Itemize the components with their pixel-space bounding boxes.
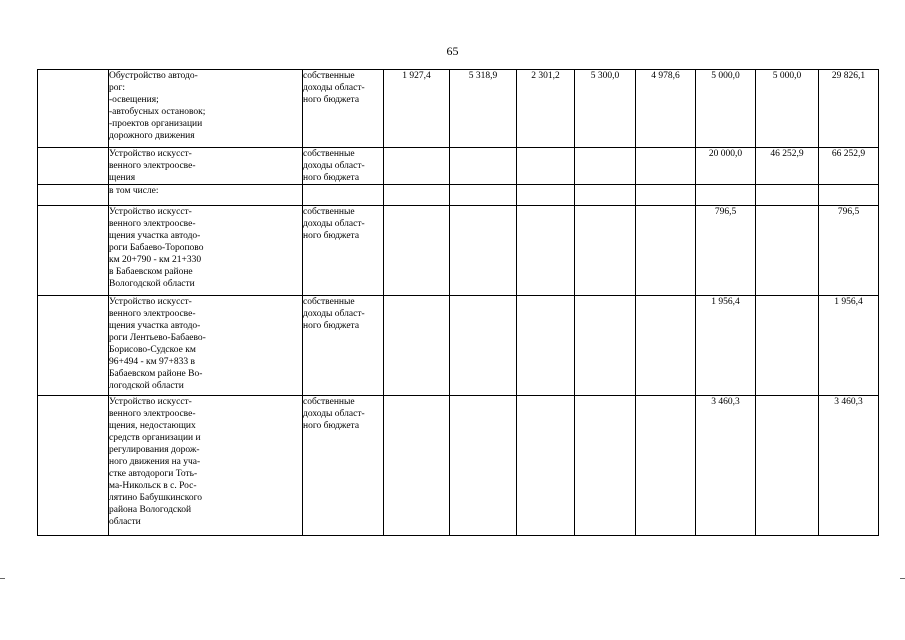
- funding-source-line: доходы област-: [303, 219, 365, 229]
- year-value-cell: [696, 185, 756, 206]
- item-name-line: 96+494 - км 97+833 в: [109, 357, 195, 367]
- item-name-line: щения: [109, 173, 136, 183]
- funding-source-cell: [303, 185, 384, 206]
- item-name-line: щения участка автодо-: [109, 321, 201, 331]
- total-value-cell: 66 252,9: [819, 148, 879, 185]
- budget-table: [37, 69, 879, 536]
- item-name-cell: [109, 206, 303, 296]
- item-name-line: в Бабаевском районе: [109, 267, 193, 277]
- funding-source-line: собственные: [303, 149, 355, 159]
- item-name-line: -освещения;: [109, 95, 159, 105]
- item-name-line: района Вологодской: [109, 505, 192, 515]
- funding-source-line: ного бюджета: [303, 321, 360, 331]
- funding-source-cell: [303, 70, 384, 148]
- year-value-cell: [575, 148, 636, 185]
- row-number-cell: [38, 148, 109, 185]
- item-name-line: -автобусных остановок;: [109, 107, 206, 117]
- year-value-cell: [575, 185, 636, 206]
- year-value-cell: [517, 206, 575, 296]
- year-value-cell: [450, 206, 517, 296]
- table-row: [38, 396, 879, 536]
- funding-source-line: ного бюджета: [303, 173, 360, 183]
- funding-source-cell: [303, 206, 384, 296]
- item-name-cell: [109, 396, 303, 536]
- funding-source-line: собственные: [303, 71, 355, 81]
- item-name-line: в том числе:: [109, 186, 159, 196]
- item-name-cell: [109, 70, 303, 148]
- item-name-line: венного электроосве-: [109, 161, 196, 171]
- year-value-cell: [636, 185, 696, 206]
- year-value-cell: [450, 185, 517, 206]
- year-value-cell: [575, 396, 636, 536]
- year-value-cell: 46 252,9: [756, 148, 819, 185]
- funding-source-line: ного бюджета: [303, 231, 360, 241]
- funding-source-line: собственные: [303, 397, 355, 407]
- funding-source-line: собственные: [303, 297, 355, 307]
- year-value-cell: [575, 206, 636, 296]
- item-name-cell: [109, 185, 303, 206]
- year-value-cell: [636, 206, 696, 296]
- total-value-cell: 3 460,3: [819, 396, 879, 536]
- year-value-cell: [384, 296, 450, 396]
- item-name-line: рог:: [109, 83, 126, 93]
- year-value-cell: [384, 148, 450, 185]
- right-edge-mark: [900, 578, 905, 579]
- year-value-cell: 20 000,0: [696, 148, 756, 185]
- item-name-line: Бабаевском районе Во-: [109, 369, 203, 379]
- year-value-cell: [384, 396, 450, 536]
- row-number-cell: [38, 396, 109, 536]
- year-value-cell: [517, 296, 575, 396]
- total-value-cell: [819, 185, 879, 206]
- item-name-line: Устройство искусст-: [109, 149, 192, 159]
- row-number-cell: [38, 70, 109, 148]
- item-name-line: дорожного движения: [109, 131, 195, 141]
- year-value-cell: 5 000,0: [696, 70, 756, 148]
- item-name-line: км 20+790 - км 21+330: [109, 255, 202, 265]
- item-name-line: лятино Бабушкинского: [109, 493, 203, 503]
- year-value-cell: 796,5: [696, 206, 756, 296]
- year-value-cell: [575, 296, 636, 396]
- year-value-cell: [636, 148, 696, 185]
- item-name-line: ного движения на уча-: [109, 457, 201, 467]
- table-row: [38, 206, 879, 296]
- item-name-line: ма-Никольск в с. Рос-: [109, 481, 197, 491]
- item-name-line: венного электроосве-: [109, 409, 196, 419]
- year-value-cell: [636, 396, 696, 536]
- item-name-line: Устройство искусст-: [109, 207, 192, 217]
- year-value-cell: 5 000,0: [756, 70, 819, 148]
- year-value-cell: 2 301,2: [517, 70, 575, 148]
- funding-source-line: доходы област-: [303, 83, 365, 93]
- funding-source-line: ного бюджета: [303, 421, 360, 431]
- funding-source-line: доходы област-: [303, 309, 365, 319]
- total-value-cell: 29 826,1: [819, 70, 879, 148]
- table-row: [38, 148, 879, 185]
- item-name-line: области: [109, 517, 141, 527]
- year-value-cell: [756, 296, 819, 396]
- year-value-cell: [756, 206, 819, 296]
- item-name-line: роги Бабаево-Торопово: [109, 243, 204, 253]
- left-edge-mark: [0, 578, 5, 579]
- funding-source-cell: [303, 396, 384, 536]
- item-name-line: регулирования дорож-: [109, 445, 200, 455]
- funding-source-line: доходы област-: [303, 161, 365, 171]
- year-value-cell: 5 318,9: [450, 70, 517, 148]
- item-name-line: роги Лентьево-Бабаево-: [109, 333, 206, 343]
- year-value-cell: 1 956,4: [696, 296, 756, 396]
- item-name-line: венного электроосве-: [109, 309, 196, 319]
- total-value-cell: 1 956,4: [819, 296, 879, 396]
- item-name-cell: [109, 296, 303, 396]
- table-row: [38, 296, 879, 396]
- item-name-line: средств организации и: [109, 433, 201, 443]
- year-value-cell: 3 460,3: [696, 396, 756, 536]
- item-name-line: Устройство искусст-: [109, 397, 192, 407]
- year-value-cell: [450, 296, 517, 396]
- page-number: 65: [446, 44, 459, 58]
- year-value-cell: [756, 396, 819, 536]
- row-number-cell: [38, 185, 109, 206]
- total-value-cell: 796,5: [819, 206, 879, 296]
- year-value-cell: 4 978,6: [636, 70, 696, 148]
- item-name-line: Борисово-Судское км: [109, 345, 196, 355]
- table-row: [38, 70, 879, 148]
- row-number-cell: [38, 206, 109, 296]
- year-value-cell: [450, 148, 517, 185]
- year-value-cell: [517, 185, 575, 206]
- funding-source-cell: [303, 296, 384, 396]
- item-name-line: Обустройство автодо-: [109, 71, 198, 81]
- year-value-cell: [384, 206, 450, 296]
- year-value-cell: [517, 396, 575, 536]
- year-value-cell: [384, 185, 450, 206]
- funding-source-cell: [303, 148, 384, 185]
- year-value-cell: [517, 148, 575, 185]
- item-name-line: Устройство искусст-: [109, 297, 192, 307]
- item-name-cell: [109, 148, 303, 185]
- item-name-line: логодской области: [109, 381, 184, 391]
- item-name-line: -проектов организации: [109, 119, 203, 129]
- funding-source-line: собственные: [303, 207, 355, 217]
- year-value-cell: 1 927,4: [384, 70, 450, 148]
- item-name-line: венного электроосве-: [109, 219, 196, 229]
- item-name-line: Вологодской области: [109, 279, 195, 289]
- year-value-cell: 5 300,0: [575, 70, 636, 148]
- item-name-line: щения участка автодо-: [109, 231, 201, 241]
- item-name-line: стке автодороги Тоть-: [109, 469, 198, 479]
- table-row: [38, 185, 879, 206]
- row-number-cell: [38, 296, 109, 396]
- year-value-cell: [636, 296, 696, 396]
- funding-source-line: доходы област-: [303, 409, 365, 419]
- item-name-line: щения, недостающих: [109, 421, 196, 431]
- funding-source-line: ного бюджета: [303, 95, 360, 105]
- year-value-cell: [756, 185, 819, 206]
- year-value-cell: [450, 396, 517, 536]
